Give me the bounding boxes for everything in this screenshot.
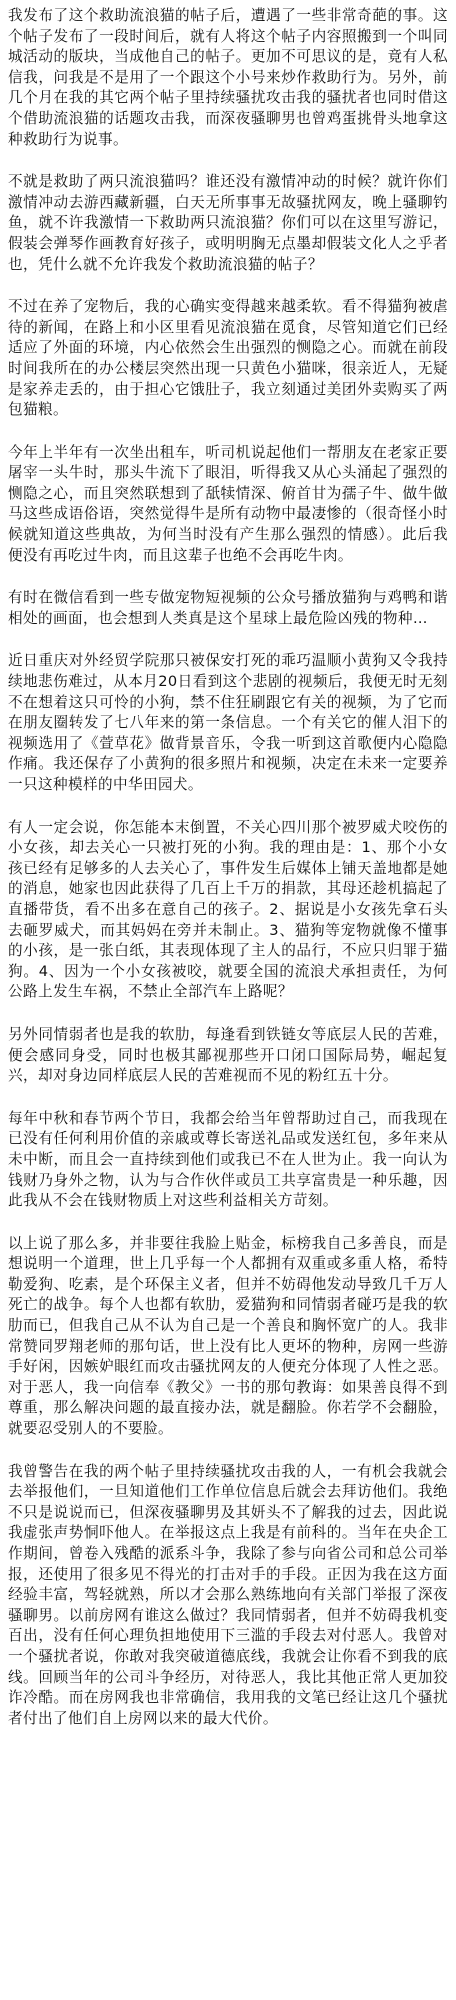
paragraph-sympathy-weak: 另外同情弱者也是我的软肋，每逢看到铁链女等底层人民的苦难，便会感同身受，同时也极其鄙视那些开口闭口国际局势，崛起复兴，却对身边同样底层人民的苦难视而不见的粉红五十分。 xyxy=(8,1025,448,1085)
paragraph-repost-incident: 我发布了这个救助流浪猫的帖子后，遭遇了一些非常奇葩的事。这个帖子发布了一段时间后，就有人将这个帖子内容照搬到一个叫同城活动的版块，当成他自己的帖子。更加不可思议的是，竟有人私信我，问我是不是用了一个跟这个小号来炒作救助行为。另外，前几个月在我的其它两个帖子里持续骚扰攻击我的骚扰者也同时借这个借助流浪猫的话题攻击我，而深夜骚聊男也曾鸡蛋挑骨头地拿这种救助行为说事。 xyxy=(8,7,448,148)
paragraph-reasons: 有人一定会说，你怎能本末倒置，不关心四川那个被罗威犬咬伤的小女孩，却去关心一只被打死的小狗。我的理由是：1、那个小女孩已经有足够多的人去关心了，事件发生后媒体上铺天盖地都是她的消息，她家也因此获得了几百上千万的捐款，其母还趁机搞起了直播带货，看不出多在意自己的孩子。2、据说是小女孩先拿石头去砸罗威犬，而其妈妈在旁并未制止。3、猫狗等宠物就像不懂事的小孩，是一张白纸，其表现体现了主人的品行，不应只归罪于猫狗。4、因为一个小女孩被咬，就要全国的流浪犬承担责任，为何公路上发生车祸，不禁止全部汽车上路呢？ xyxy=(8,818,448,1001)
paragraph-human-nature: 以上说了那么多，并非要往我脸上贴金，标榜我自己多善良，而是想说明一个道理，世上几乎每一个人都拥有双重或多重人格，希特勒爱狗、吃素，是个环保主义者，但并不妨碍他发动导致几千万人死亡的战争。每个人也都有软肋，爱猫狗和同情弱者碰巧是我的软肋而已，但我自己从不认为自己是一个善良和胸怀宽广的人。我非常赞同罗翔老师的那句话，世上没有比人更坏的物种，房网一些游手好闲，因嫉妒眼红而攻击骚扰网友的人便充分体现了人性之恶。对于恶人，我一向信奉《教父》一书的那句教诲：如果善良得不到尊重，那么解决问题的最直接办法，就是翻脸。你若学不会翻脸，就要忍受别人的不要脸。 xyxy=(8,1234,448,1438)
paragraph-pet-videos: 有时在微信看到一些专做宠物短视频的公众号播放猫狗与鸡鸭和谐相处的画面，也会想到人类真是这个星球上最危险凶残的物种… xyxy=(8,589,448,627)
paragraph-warning: 我曾警告在我的两个帖子里持续骚扰攻击我的人，一有机会我就会去举报他们，一旦知道他们工作单位信息后就会去拜访他们。我绝不只是说说而已，但深夜骚聊男及其妍头不了解我的过去，因此说我虚张声势恫吓他人。在举报这点上我是有前科的。当年在央企工作期间，曾卷入残酷的派系斗争，我除了参与向省公司和总公司举报，还使用了很多见不得光的打击对手的手段。正因为我在这方面经验丰富，驾轻就熟，所以才会那么熟练地向有关部门举报了深夜骚聊男。以前房网有谁这么做过？我同情弱者，但并不妨碍我机变百出，没有任何心理负担地使用下三滥的手段去对付恶人。我曾对一个骚扰者说，你敢对我突破道德底线，我就会让你看不到我的底线。回顾当年的公司斗争经历，对待恶人，我比其他正常人更加狡诈冷酷。而在房网我也非常确信，我用我的文笔已经让这几个骚扰者付出了他们自上房网以来的最大代价。 xyxy=(8,1462,448,1727)
paragraph-festival-gifts: 每年中秋和春节两个节日，我都会给当年曾帮助过自己，而我现在已没有任何利用价值的亲戚或尊长寄送礼品或发送红包，多年来从未中断，而且会一直持续到他们或我已不在人世为止。我一向认为钱财乃身外之物，认为与合作伙伴或员工共享富贵是一种乐趣，因此我从不会在钱财物质上对这些利益相关方苛刻。 xyxy=(8,1109,448,1210)
paragraph-cow-story: 今年上半年有一次坐出租车，听司机说起他们一帮朋友在老家正要屠宰一头牛时，那头牛流下了眼泪，听得我又从心头涌起了强烈的恻隐之心，而且突然联想到了舐犊情深、俯首甘为孺子牛、做牛做马这些成语俗语，突然觉得牛是所有动物中最凄惨的（很奇怪小时候就知道这些典故，为何当时没有产生那么强烈的情感）。此后我便没有再吃过牛肉，而且这辈子也绝不会再吃牛肉。 xyxy=(8,443,448,564)
paragraph-softer-heart: 不过在养了宠物后，我的心确实变得越来越柔软。看不得猫狗被虐待的新闻，在路上和小区里看见流浪猫在觅食，尽管知道它们已经适应了外面的环境，内心依然会生出强烈的恻隐之心。而就在前段时间我所在的办公楼层突然出现一只黄色小猫咪，很亲近人，无疑是家养走丢的，由于担心它饿肚子，我立刻通过美团外卖购买了两包猫粮。 xyxy=(8,298,448,419)
paragraph-yellow-dog: 近日重庆对外经贸学院那只被保安打死的乖巧温顺小黄狗又令我持续地悲伤难过，从本月20日看到这个悲剧的视频后，我便无时无刻不在想着这只可怜的小狗，禁不住狂刷跟它有关的视频，为了它而在朋友圈转发了七八年来的第一条信息。一个有关它的催人泪下的视频选用了《萱草花》做背景音乐，令我一听到这首歌便内心隐隐作痛。我还保存了小黄狗的很多照片和视频，决定在未来一定要养一只这种模样的中华田园犬。 xyxy=(8,652,448,793)
paragraph-rescue-defense: 不就是救助了两只流浪猫吗？谁还没有激情冲动的时候？就许你们激情冲动去游西藏新疆，白天无所事事无故骚扰网友，晚上骚聊钓鱼，就不许我激情一下救助两只流浪猫？你们可以在这里写游记，假装会弹琴作画教育好孩子，或明明胸无点墨却假装文化人之乎者也，凭什么就不允许我发个救助流浪猫的帖子？ xyxy=(8,173,448,273)
